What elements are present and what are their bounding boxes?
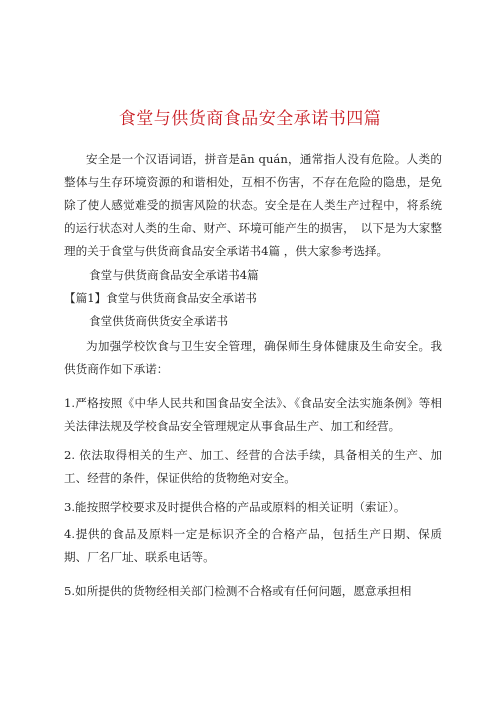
section-name: 食堂供货商供货安全承诺书 <box>89 314 229 328</box>
commitment-item-2: 2. 依法取得相关的生产、加工、经营的合法手续，具备相关的生产、加工、经营的条件，保证供给的货物绝对安全。 <box>64 448 442 485</box>
commitment-item-3: 3.能按照学校要求及时提供合格的产品或原料的相关证明（索证）。 <box>64 500 406 514</box>
commitment-item-5: 5.如所提供的货物经相关部门检测不合格或有任何问题，愿意承担相 <box>64 584 412 598</box>
document-subtitle: 食堂与供货商食品安全承诺书4篇 <box>89 268 259 282</box>
document-title: 食堂与供货商食品安全承诺书四篇 <box>118 109 382 129</box>
commitment-item-4: 4.提供的食品及原料一定是标识齐全的合格产品，包括生产日期、保质期、厂名厂址、联系电话等。 <box>64 527 442 564</box>
commitment-intro: 为加强学校饮食与卫生安全管理，确保师生身体健康及生命安全。我供货商作如下承诺： <box>64 339 442 376</box>
commitment-item-1: 1.严格按照《中华人民共和国食品安全法》、《食品安全法实施条例》等相关法律法规及学校食品安全管理规定从事食品生产、加工和经营。 <box>64 396 442 433</box>
intro-paragraph: 安全是一个汉语词语，拼音是ān quán，通常指人没有危险。人类的整体与生存环境资源的和谐相处，互相不伤害，不存在危险的隐患，是免除了使人感觉难受的损害风险的状态。安全是在人类生产过程中，将系统的运行状态对人类的生命、财产、环境可能产生的损害， 以下是为大家整理的关于食堂与供货商食品安全承诺书4篇 ，供大家参考选择。 <box>64 152 442 258</box>
section-heading: 【篇1】食堂与供货商食品安全承诺书 <box>64 291 257 305</box>
